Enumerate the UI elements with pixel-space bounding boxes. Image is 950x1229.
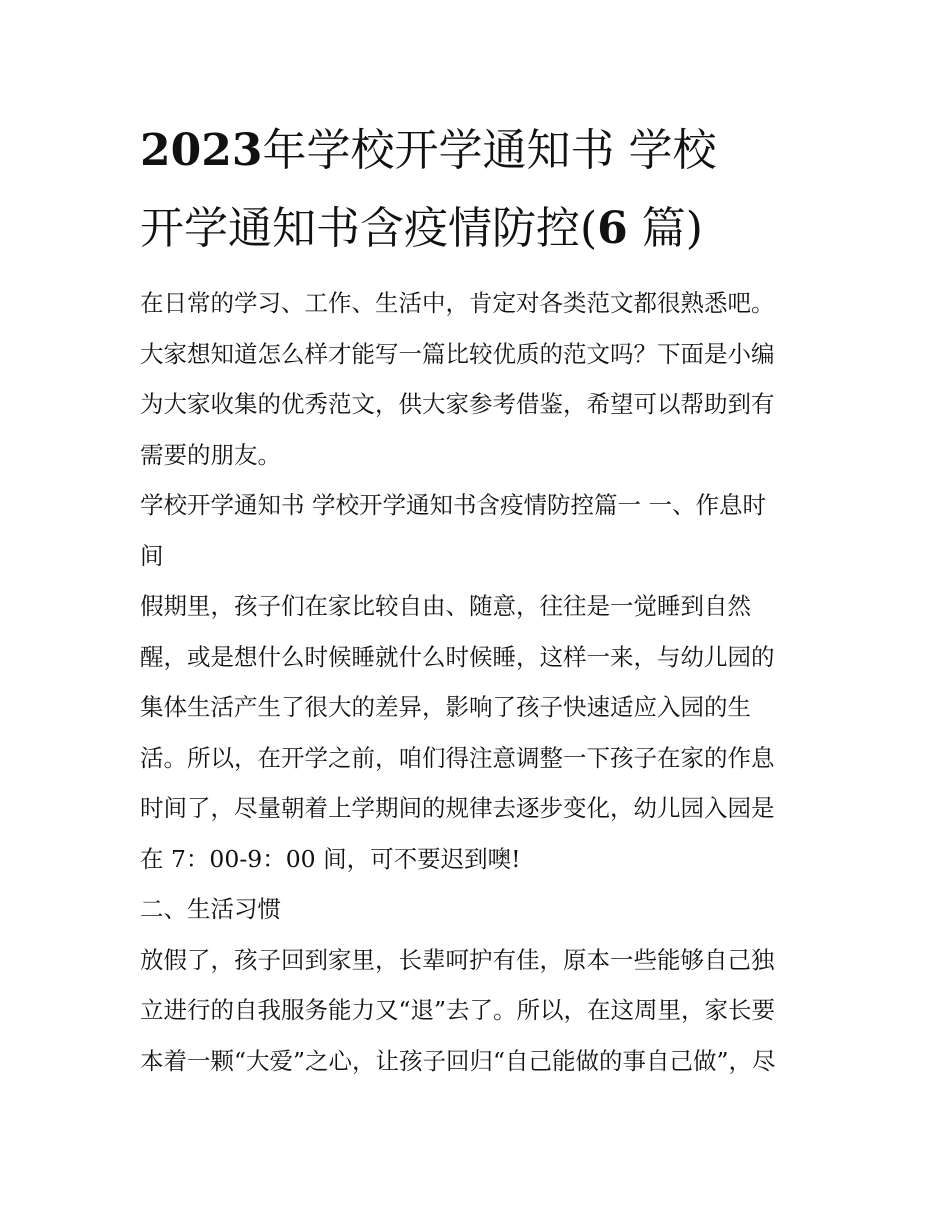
body-line: 立进行的自我服务能力又“退”去了。所以，在这周里，家长要 — [140, 996, 776, 1024]
section-heading-line: 间 — [140, 541, 164, 570]
document-body — [140, 278, 820, 1086]
body-line: 放假了，孩子回到家里，长辈呵护有佳，原本一些能够自己独 — [140, 945, 775, 974]
title-line-2-text: 开学通知书含疫情防控( — [140, 203, 598, 254]
body-line: 活。所以，在开学之前，咱们得注意调整一下孩子在家的作息 — [140, 743, 775, 772]
body-line: 醒，或是想什么时候睡就什么时候睡，这样一来，与幼儿园的 — [140, 642, 775, 671]
title-year: 2023 — [140, 125, 263, 176]
section-heading-line: 二、生活习惯 — [140, 895, 281, 923]
body-line: 在日常的学习、工作、生活中，肯定对各类范文都很熟悉吧。 — [140, 289, 775, 317]
body-line: 本着一颗“大爱”之心，让孩子回归“自己能做的事自己做”，尽 — [140, 1046, 776, 1075]
body-line: 集体生活产生了很大的差异，影响了孩子快速适应入园的生 — [140, 693, 751, 721]
body-line: 时间了，尽量朝着上学期间的规律去逐步变化，幼儿园入园是 — [140, 794, 775, 822]
document-title — [140, 112, 820, 268]
title-line-1-text: 年学校开学通知书 学校 — [262, 125, 717, 176]
title-line-1 — [140, 112, 820, 190]
title-count: 6 — [597, 203, 628, 254]
body-line: 大家想知道怎么样才能写一篇比较优质的范文吗？下面是小编 — [140, 339, 775, 368]
section-heading-line: 学校开学通知书 学校开学通知书含疫情防控篇一 一、作息时 — [140, 491, 766, 519]
body-line: 为大家收集的优秀范文，供大家参考借鉴，希望可以帮助到有 — [140, 390, 775, 418]
body-line: 需要的朋友。 — [140, 440, 281, 469]
body-line: 假期里，孩子们在家比较自由、随意，往往是一觉睡到自然 — [140, 592, 751, 620]
body-line: 在 7：00-9：00 间，可不要迟到噢! — [140, 844, 521, 873]
title-line-2-end: 篇) — [627, 203, 703, 254]
title-line-2 — [140, 190, 820, 268]
